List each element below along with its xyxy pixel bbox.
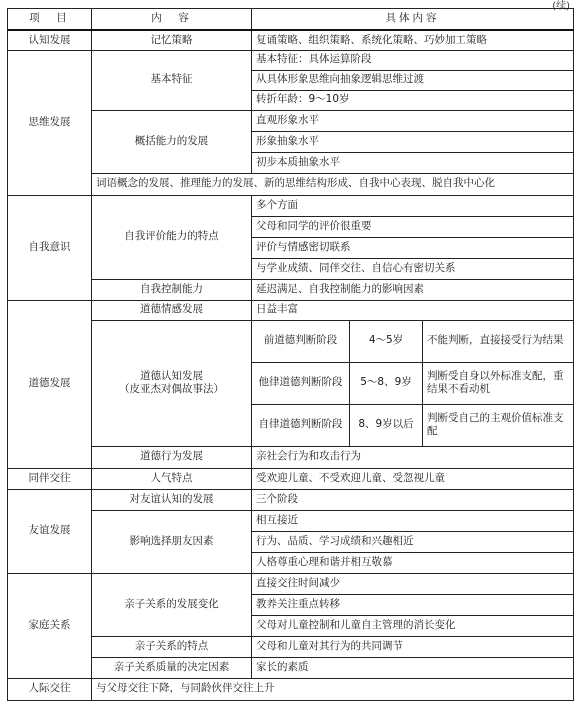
moral-cognition-label: 道德认知发展 [140, 369, 203, 382]
header-detail: 具体内容 [252, 9, 574, 31]
development-table [7, 8, 574, 701]
header-item: 项 目 [8, 9, 92, 31]
detail-cell: 日益丰富 [252, 300, 574, 320]
stage-name: 前道德判断阶段 [252, 320, 350, 362]
table-row [8, 195, 574, 216]
item-cell: 道德发展 [8, 300, 92, 468]
detail-cell: 家长的素质 [252, 657, 574, 678]
detail-cell: 教养关注重点转移 [252, 594, 574, 615]
content-cell: 亲子关系的发展变化 [92, 573, 252, 636]
detail-cell: 形象抽象水平 [252, 131, 574, 152]
table-row [8, 510, 574, 531]
detail-cell: 初步本质抽象水平 [252, 152, 574, 173]
detail-cell: 人格尊重心理和谐并相互敬慕 [252, 552, 574, 573]
table-row [8, 636, 574, 657]
table-row [8, 489, 574, 510]
stage-age: 4～5岁 [350, 320, 423, 362]
table-row [8, 50, 574, 70]
detail-cell: 与学业成绩、同伴交往、自信心有密切关系 [252, 258, 574, 279]
detail-cell: 直接交往时间减少 [252, 573, 574, 594]
item-cell: 自我意识 [8, 195, 92, 300]
item-cell: 同伴交往 [8, 468, 92, 489]
content-cell: 概括能力的发展 [92, 110, 252, 173]
table-row [8, 320, 574, 362]
item-cell: 友谊发展 [8, 489, 92, 573]
item-cell: 认知发展 [8, 30, 92, 50]
continued-note: (续) [552, 1, 570, 12]
detail-cell: 受欢迎儿童、不受欢迎儿童、受忽视儿童 [252, 468, 574, 489]
content-cell: 亲子关系质量的决定因素 [92, 657, 252, 678]
table-row [8, 30, 574, 50]
detail-cell: 评价与情感密切联系 [252, 237, 574, 258]
item-cell: 思维发展 [8, 50, 92, 195]
content-cell: 自我控制能力 [92, 279, 252, 300]
stage-name: 自律道德判断阶段 [252, 404, 350, 446]
detail-cell: 延迟满足、自我控制能力的影响因素 [252, 279, 574, 300]
table-row [8, 468, 574, 489]
detail-cell: 父母和儿童对其行为的共同调节 [252, 636, 574, 657]
detail-cell: 三个阶段 [252, 489, 574, 510]
stage-desc: 判断受自身以外标准支配，重结果不看动机 [423, 362, 574, 404]
item-cell: 人际交往 [8, 678, 92, 700]
header-row [8, 9, 574, 31]
content-cell: 记忆策略 [92, 30, 252, 50]
stage-desc: 判断受自己的主观价值标准支配 [423, 404, 574, 446]
detail-cell: 从具体形象思维向抽象逻辑思维过渡 [252, 70, 574, 90]
table-row [8, 300, 574, 320]
header-content: 内 容 [92, 9, 252, 31]
detail-cell: 基本特征：具体运算阶段 [252, 50, 574, 70]
detail-cell: 多个方面 [252, 195, 574, 216]
content-cell: 影响选择朋友因素 [92, 510, 252, 573]
content-cell: 道德情感发展 [92, 300, 252, 320]
table-row [8, 110, 574, 131]
table-row [8, 657, 574, 678]
content-cell: 道德行为发展 [92, 446, 252, 468]
stage-name: 他律道德判断阶段 [252, 362, 350, 404]
detail-cell: 父母和同学的评价很重要 [252, 216, 574, 237]
detail-cell: 词语概念的发展、推理能力的发展、新的思维结构形成、自我中心表现、脱自我中心化 [92, 173, 574, 195]
detail-cell: 直观形象水平 [252, 110, 574, 131]
content-cell: 基本特征 [92, 50, 252, 110]
table-row [8, 678, 574, 700]
content-cell [92, 320, 252, 446]
moral-cognition-sublabel: （皮亚杰对偶故事法） [119, 383, 224, 395]
detail-cell: 复诵策略、组织策略、系统化策略、巧妙加工策略 [252, 30, 574, 50]
detail-cell: 亲社会行为和攻击行为 [252, 446, 574, 468]
table-row [8, 173, 574, 195]
stage-age: 8、9岁以后 [350, 404, 423, 446]
detail-cell: 行为、品质、学习成绩和兴趣相近 [252, 531, 574, 552]
stage-age: 5～8、9岁 [350, 362, 423, 404]
table-row [8, 573, 574, 594]
stage-desc: 不能判断，直接接受行为结果 [423, 320, 574, 362]
table-row [8, 446, 574, 468]
detail-cell: 与父母交往下降，与同龄伙伴交往上升 [92, 678, 574, 700]
content-cell: 自我评价能力的特点 [92, 195, 252, 279]
detail-cell: 转折年龄：9～10岁 [252, 90, 574, 110]
content-cell: 对友谊认知的发展 [92, 489, 252, 510]
content-cell: 人气特点 [92, 468, 252, 489]
detail-cell: 相互接近 [252, 510, 574, 531]
detail-cell: 父母对儿童控制和儿童自主管理的消长变化 [252, 615, 574, 636]
table-row [8, 279, 574, 300]
item-cell: 家庭关系 [8, 573, 92, 678]
content-cell: 亲子关系的特点 [92, 636, 252, 657]
